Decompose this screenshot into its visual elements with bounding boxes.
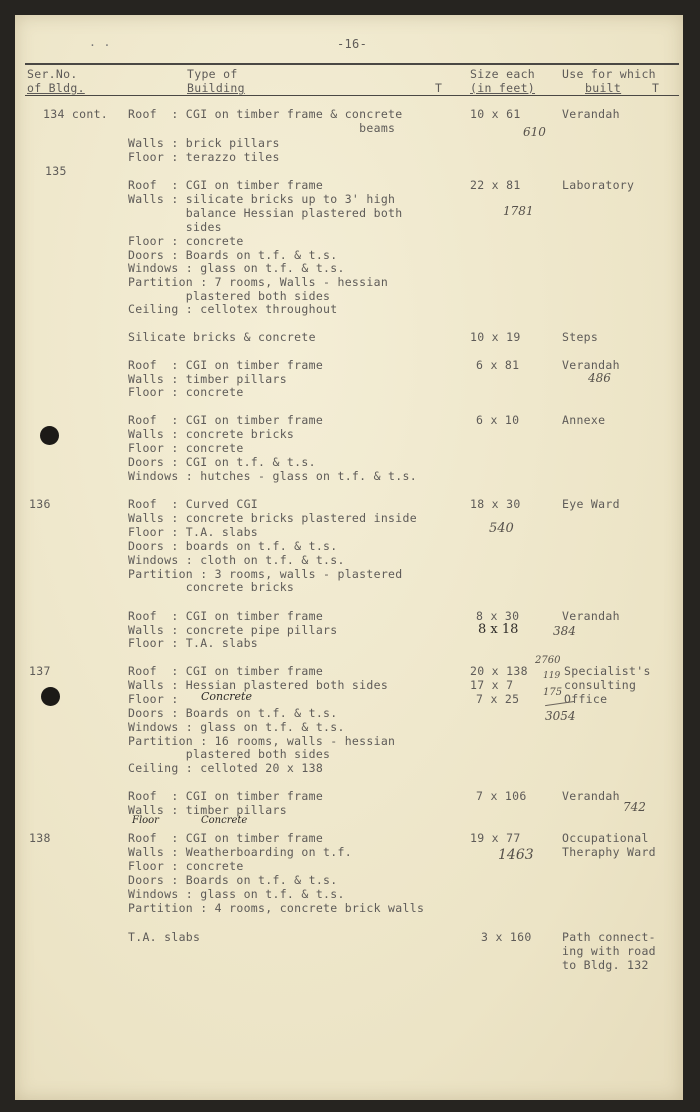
r137-note-b: 119 xyxy=(543,671,561,681)
r137-line-2: Walls : Hessian plastered both sides xyxy=(128,678,389,692)
r137-floor-hand: Concrete xyxy=(201,690,252,703)
r135a-line-8: Partition : 7 rooms, Walls - hessian xyxy=(128,275,389,289)
ser-134: 134 cont. xyxy=(43,107,109,121)
r136b-note: 384 xyxy=(553,624,576,638)
r137-line-7: plastered both sides xyxy=(128,747,331,761)
r137b-line-2: Walls : timber pillars xyxy=(128,803,287,817)
r135a-line-10: Ceiling : cellotex throughout xyxy=(128,302,338,316)
r135a-size: 22 x 81 xyxy=(470,178,521,192)
r136-line-3: Floor : T.A. slabs xyxy=(128,525,259,539)
r138-line-1: Roof : CGI on timber frame xyxy=(128,831,324,845)
r136b-use: Verandah xyxy=(562,609,620,623)
r135b-size: 10 x 19 xyxy=(470,330,521,344)
r137-note-total: 3054 xyxy=(545,709,576,723)
r135a-line-4: sides xyxy=(128,220,222,234)
header-ser-2: of Bldg. xyxy=(27,81,85,95)
r137b-size: 7 x 106 xyxy=(476,789,527,803)
r135a-line-5: Floor : concrete xyxy=(128,234,244,248)
r134-line-2: beams xyxy=(128,121,396,135)
header-top-rule xyxy=(25,63,679,65)
ser-136: 136 xyxy=(29,497,51,511)
r137-note-a: 2760 xyxy=(535,655,561,666)
r135a-note: 1781 xyxy=(503,204,534,218)
r137b-floor-label: Floor xyxy=(132,815,159,826)
r137-size-3: 7 x 25 xyxy=(476,692,520,706)
r137b-floor-hand: Concrete xyxy=(201,815,248,826)
r134-line-3: Walls : brick pillars xyxy=(128,136,280,150)
r135d-size: 6 x 10 xyxy=(476,413,520,427)
r138-line-4: Doors : Boards on t.f. & t.s. xyxy=(128,873,338,887)
r137-note-c: 175 xyxy=(543,687,563,698)
header-size-2: (in feet) xyxy=(470,81,536,95)
r135b-line-1: Silicate bricks & concrete xyxy=(128,330,316,344)
r135d-line-5: Windows : hutches - glass on t.f. & t.s. xyxy=(128,469,417,483)
r136b-line-3: Floor : T.A. slabs xyxy=(128,636,259,650)
header-bottom-rule xyxy=(25,95,679,96)
r137b-line-1: Roof : CGI on timber frame xyxy=(128,789,324,803)
header-ser-1: Ser.No. xyxy=(27,67,78,81)
header-type-2: Building xyxy=(187,81,245,95)
r136-line-5: Windows : cloth on t.f. & t.s. xyxy=(128,553,345,567)
r138b-use-1: Path connect- xyxy=(562,930,656,944)
r135a-line-9: plastered both sides xyxy=(128,289,331,303)
r137-line-5: Windows : glass on t.f. & t.s. xyxy=(128,720,345,734)
r138-use-2: Theraphy Ward xyxy=(562,845,656,859)
document-page xyxy=(15,15,683,1100)
r137-line-6: Partition : 16 rooms, walls - hessian xyxy=(128,734,396,748)
header-use-1: Use for which xyxy=(562,67,656,81)
r138-line-6: Partition : 4 rooms, concrete brick walls xyxy=(128,901,425,915)
r135a-use: Laboratory xyxy=(562,178,635,192)
r135a-line-6: Doors : Boards on t.f. & t.s. xyxy=(128,248,338,262)
r135d-line-4: Doors : CGI on t.f. & t.s. xyxy=(128,455,316,469)
r135a-line-1: Roof : CGI on timber frame xyxy=(128,178,324,192)
r135d-use: Annexe xyxy=(562,413,606,427)
header-type-mark: T xyxy=(435,81,443,95)
r138-note: 1463 xyxy=(498,847,534,863)
r137-line-1: Roof : CGI on timber frame xyxy=(128,664,324,678)
r137b-use: Verandah xyxy=(562,789,620,803)
r138b-use-3: to Bldg. 132 xyxy=(562,958,649,972)
r135a-line-2: Walls : silicate bricks up to 3' high xyxy=(128,192,396,206)
r136-line-7: concrete bricks xyxy=(128,580,295,594)
r138-use-1: Occupational xyxy=(562,831,649,845)
punch-hole-lower xyxy=(41,687,60,706)
r135c-line-2: Walls : timber pillars xyxy=(128,372,287,386)
ser-135: 135 xyxy=(45,164,67,178)
r137-size-2: 17 x 7 xyxy=(470,678,514,692)
r136-line-2: Walls : concrete bricks plastered inside xyxy=(128,511,417,525)
header-use-mark: T xyxy=(652,81,660,95)
r136-size: 18 x 30 xyxy=(470,497,521,511)
r138-line-2: Walls : Weatherboarding on t.f. xyxy=(128,845,352,859)
r136-line-6: Partition : 3 rooms, walls - plastered xyxy=(128,567,403,581)
r137-line-3: Floor : xyxy=(128,692,179,706)
r135d-line-3: Floor : concrete xyxy=(128,441,244,455)
r134-use: Verandah xyxy=(562,107,620,121)
r135c-note: 486 xyxy=(588,371,611,385)
r137-use-1: Specialist's xyxy=(564,664,651,678)
r137-use-3: Office xyxy=(564,692,608,706)
r138-line-3: Floor : concrete xyxy=(128,859,244,873)
r134-line-4: Floor : terazzo tiles xyxy=(128,150,280,164)
corner-marks: . . xyxy=(89,35,111,49)
r136b-line-1: Roof : CGI on timber frame xyxy=(128,609,324,623)
r136b-line-2: Walls : concrete pipe pillars xyxy=(128,623,338,637)
r135d-line-1: Roof : CGI on timber frame xyxy=(128,413,324,427)
header-use-2: built xyxy=(585,81,622,95)
r138-line-5: Windows : glass on t.f. & t.s. xyxy=(128,887,345,901)
r136-line-4: Doors : boards on t.f. & t.s. xyxy=(128,539,338,553)
header-type-1: Type of xyxy=(187,67,238,81)
r134-note: 610 xyxy=(523,125,546,139)
r137-use-2: consulting xyxy=(564,678,637,692)
r136-line-1: Roof : Curved CGI xyxy=(128,497,259,511)
r137b-note: 742 xyxy=(623,800,646,814)
r136b-size-typed: 8 x 30 xyxy=(476,609,520,623)
r137-line-8: Ceiling : celloted 20 x 138 xyxy=(128,761,324,775)
r135c-line-1: Roof : CGI on timber frame xyxy=(128,358,324,372)
r138b-use-2: ing with road xyxy=(562,944,656,958)
r138-size: 19 x 77 xyxy=(470,831,521,845)
page-number: -16- xyxy=(337,37,368,51)
r136-use: Eye Ward xyxy=(562,497,620,511)
ser-138: 138 xyxy=(29,831,51,845)
r134-size: 10 x 61 xyxy=(470,107,521,121)
r137-size-1: 20 x 138 xyxy=(470,664,528,678)
r137-line-4: Doors : Boards on t.f. & t.s. xyxy=(128,706,338,720)
r134-line-1: Roof : CGI on timber frame & concrete xyxy=(128,107,403,121)
r135b-use: Steps xyxy=(562,330,599,344)
r135c-line-3: Floor : concrete xyxy=(128,385,244,399)
r135c-size: 6 x 81 xyxy=(476,358,520,372)
r135c-use: Verandah xyxy=(562,358,620,372)
r135d-line-2: Walls : concrete bricks xyxy=(128,427,295,441)
ser-137: 137 xyxy=(29,664,51,678)
header-size-1: Size each xyxy=(470,67,536,81)
r138b-size: 3 x 160 xyxy=(481,930,532,944)
punch-hole-upper xyxy=(40,426,59,445)
r135a-line-3: balance Hessian plastered both xyxy=(128,206,403,220)
r136b-size-hand: 8 x 18 xyxy=(478,622,519,637)
r138b-line-1: T.A. slabs xyxy=(128,930,201,944)
r135a-line-7: Windows : glass on t.f. & t.s. xyxy=(128,261,345,275)
r136-note: 540 xyxy=(489,521,514,536)
